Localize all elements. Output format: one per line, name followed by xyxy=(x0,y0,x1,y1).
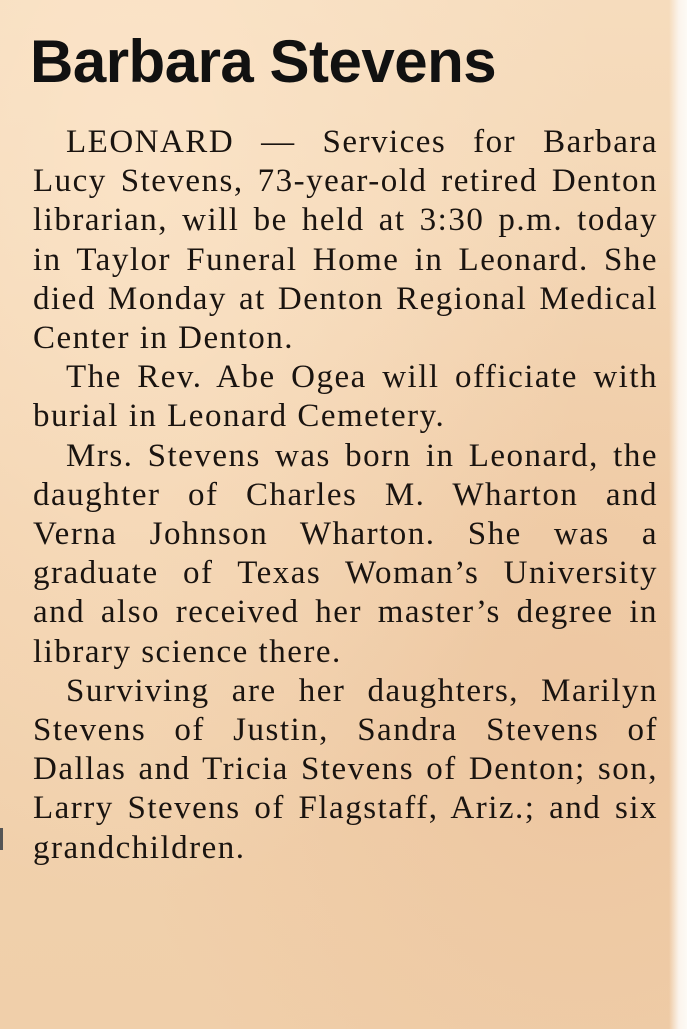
paragraph-survivors: Surviving are her daughters, Marilyn Stevens of Justin, Sandra Stevens of Dallas and Tricia Stevens of Denton; son, Larry Stevens of Flagstaff, Ariz.; and six grandchildren. xyxy=(33,672,658,866)
obituary-body xyxy=(33,123,658,868)
torn-paper-edge xyxy=(669,0,687,1029)
paragraph-services: LEONARD — Services for Barbara Lucy Stevens, 73-year-old retired Denton librarian, will be held at 3:30 p.m. today in Taylor Funeral Home in Leonard. She died Monday at Denton Regional Medical Center in Denton. xyxy=(33,124,658,357)
paragraph-biography: Mrs. Stevens was born in Leonard, the daughter of Charles M. Wharton and Verna Johnson Wharton. She was a graduate of Texas Woman’s University and also received her master’s degree in library science there. xyxy=(33,437,658,670)
edge-mark xyxy=(0,828,3,850)
obituary-headline: Barbara Stevens xyxy=(30,28,497,95)
paragraph-officiant: The Rev. Abe Ogea will officiate with burial in Leonard Cemetery. xyxy=(33,359,658,435)
